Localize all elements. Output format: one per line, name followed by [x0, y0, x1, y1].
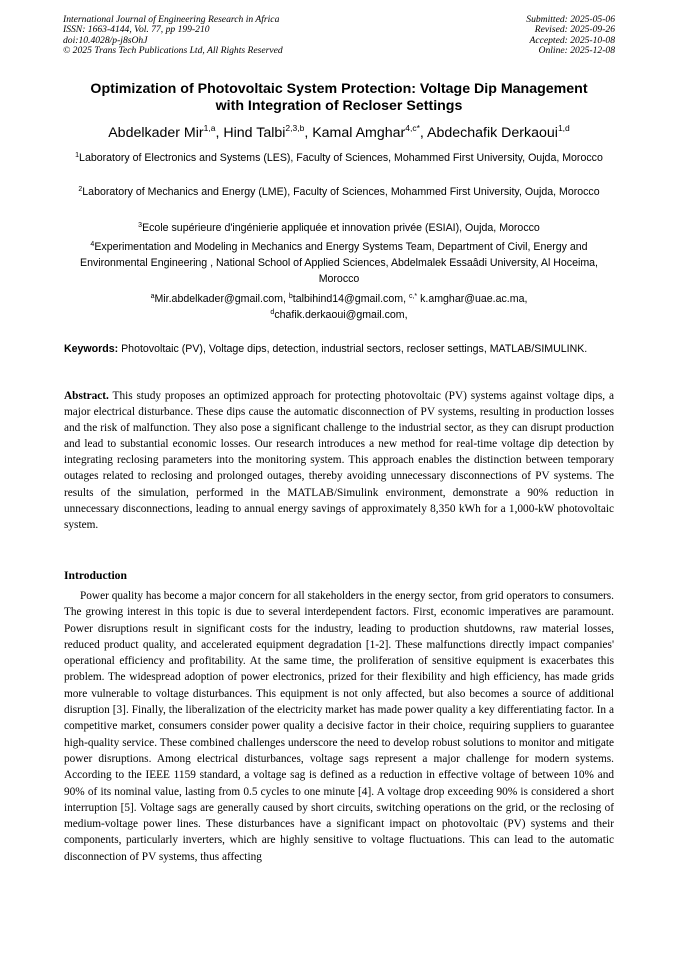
author-name: Hind Talbi [223, 125, 286, 141]
author-affiliation-mark: 4,c* [405, 123, 420, 133]
keywords [64, 341, 614, 357]
keywords-text: Photovoltaic (PV), Voltage dips, detection, industrial sectors, recloser settings, MATLAB/SIMULINK. [118, 343, 588, 355]
journal-name: International Journal of Engineering Research in Africa [63, 14, 280, 25]
abstract [64, 388, 614, 533]
email-link[interactable]: Mir.abdelkader@gmail.com, [154, 293, 289, 305]
email-mark: a [150, 293, 155, 300]
affiliation-text: Laboratory of Mechanics and Energy (LME), Faculty of Sciences, Mohammed First University, Oujda, Morocco [82, 186, 600, 198]
affiliation-2 [66, 184, 612, 200]
email-link[interactable]: talbihind14@gmail.com, [292, 293, 409, 305]
paper-title: Optimization of Photovoltaic System Protection: Voltage Dip Management with Integration of Recloser Settings [90, 81, 588, 114]
email-link[interactable]: k.amghar@uae.ac.ma, [417, 293, 528, 305]
journal-info [63, 15, 283, 57]
introduction-paragraph: Power quality has become a major concern for all stakeholders in the energy sector, from grid operators to consumers. The growing interest in this topic is due to several interdependent factors. First, economic imperatives are paramount. Power disruptions result in significant costs for the industry, leading to production shutdowns, raw material losses, reduced product quality, and accelerated equipment degradation [1-2]. These malfunctions directly impact companies' operational efficiency and profitability. At the same time, the proliferation of sensitive equipment is exacerbates this problem. The widespread adoption of power electronics, prized for their flexibility and high efficiency, has made grids more vulnerable to voltage disturbances. This equipment is not only affected, but also becomes a source of additional disruption [3]. Finally, the liberalization of the electricity market has made power quality a key differentiating factor. In a competitive market, consumers consider power quality a decisive factor in their choice, requiring suppliers to guarantee high-quality service. These combined challenges underscore the need to develop robust solutions to monitor and mitigate power disruptions. Among electrical disturbances, voltage sags represent a major challenge for modern systems. According to the IEEE 1159 standard, a voltage sag is defined as a reduction in effective voltage of between 10% and 90% of its nominal value, lasting from 0.5 cycles to one minute [4]. A voltage drop exceeding 90% is considered a short interruption [5]. Voltage sags are generally caused by short circuits, switching operations on the grid, or the reclosing of medium-voltage power lines. These disturbances have a significant impact on photovoltaic (PV) systems and their components, particularly inverters, which are highly sensitive to voltage fluctuations. This can lead to the automatic disconnection of PV systems, thus affecting [64, 590, 614, 863]
submission-dates [526, 15, 615, 57]
author-name: Abdechafik Derkaoui [427, 125, 558, 141]
affiliation-mark: 4 [90, 241, 95, 248]
affiliation-mark: 2 [78, 186, 83, 193]
online-date: Online: 2025-12-08 [538, 45, 615, 57]
author-affiliation-mark: 1,a [203, 123, 216, 133]
email-mark: d [270, 309, 275, 316]
email-list [76, 291, 602, 323]
email-mark: b [288, 293, 293, 300]
issn-line: ISSN: 1663-4144, Vol. 77, pp 199-210 [63, 24, 210, 36]
author-affiliation-mark: 2,3,b [285, 123, 305, 133]
copyright-line: © 2025 Trans Tech Publications Ltd, All Rights Reserved [63, 45, 283, 57]
affiliation-mark: 1 [75, 152, 80, 159]
author-name: Kamal Amghar [312, 125, 406, 141]
author-affiliation-mark: 1,d [557, 123, 570, 133]
affiliation-1 [66, 150, 612, 166]
affiliation-text: Laboratory of Electronics and Systems (LES), Faculty of Sciences, Mohammed First University, Oujda, Morocco [79, 152, 603, 164]
submitted-date: Submitted: 2025-05-06 [526, 14, 615, 25]
affiliation-3 [66, 220, 612, 236]
email-mark: c,* [408, 293, 418, 300]
affiliation-text: Ecole supérieure d'ingénierie appliquée et innovation privée (ESIAI), Oujda, Morocco [142, 222, 540, 234]
email-link[interactable]: chafik.derkaoui@gmail.com, [274, 309, 408, 321]
abstract-label: Abstract. [64, 390, 109, 402]
author-list: Abdelkader Mir$^{1,a}$, Hind Talbi$^{2,3,b}$, Kamal Amghar$^{4,c*}$, Abdechafik Derkaoui$^{1,d}$ [108, 123, 570, 141]
affiliation-mark: 3 [138, 222, 143, 229]
affiliation-4 [66, 239, 612, 287]
revised-date: Revised: 2025-09-26 [534, 24, 615, 36]
affiliation-text: Experimentation and Modeling in Mechanics and Energy Systems Team, Department of Civil, Energy and Environmental Engineering , National School of Applied Sciences, Abdelmalek Essaâdi University, Al Hoceima, Morocco [80, 241, 598, 285]
abstract-text: This study proposes an optimized approach for protecting photovoltaic (PV) systems against voltage dips, a major electrical disturbance. These dips cause the automatic disconnection of PV systems, resulting in production losses and the risk of malfunction. They also pose a significant challenge to the industrial sector, as they can disrupt production and lead to substantial economic losses. Our research introduces a new method for real-time voltage dip detection by integrating reclosing parameters into the monitoring system. This approach enables the distinction between temporary outages related to reclosing and prolonged outages, thereby avoiding unnecessary disconnections of PV systems. The results of the simulation, performed in the MATLAB/Simulink environment, demonstrate a 90% reduction in unnecessary disconnections, leading to annual energy savings of approximately 8,350 kWh for a 1,000-kW photovoltaic system. [64, 390, 614, 531]
author-name: Abdelkader Mir [108, 125, 204, 141]
keywords-label: Keywords: [64, 343, 119, 355]
section-heading-introduction: Introduction [64, 569, 127, 582]
doi-line[interactable]: doi:10.4028/p-j8sOhJ [63, 34, 148, 46]
accepted-date: Accepted: 2025-10-08 [529, 34, 615, 46]
